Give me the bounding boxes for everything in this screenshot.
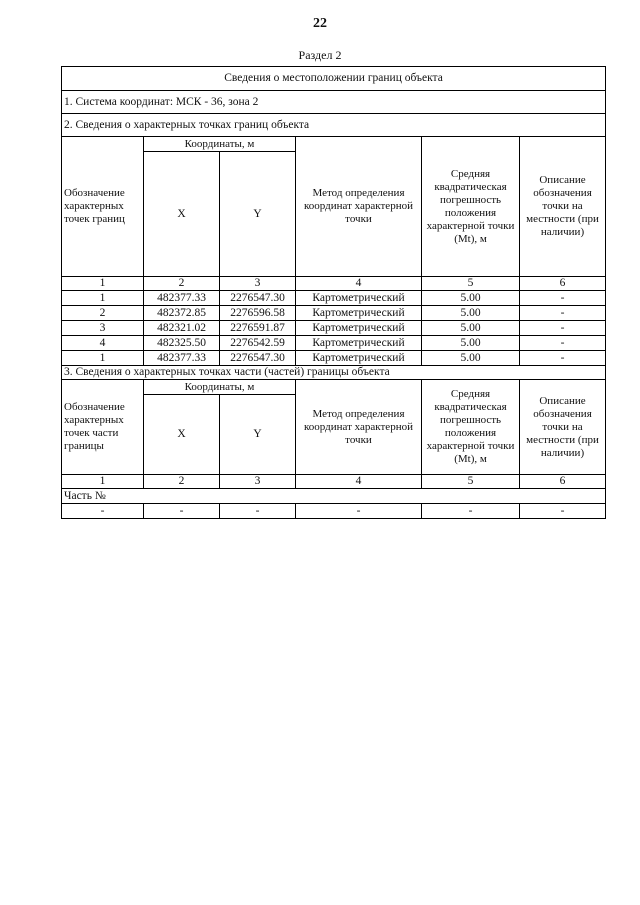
desc-cell: - <box>520 351 606 366</box>
part-col-point-header: Обозначение характерных точек части границы <box>62 380 144 475</box>
table-row <box>62 321 606 336</box>
part-col-method-header: Метод определения координат характерной точки <box>296 380 422 475</box>
x-cell: 482325.50 <box>144 336 220 351</box>
column-number: 6 <box>520 475 606 489</box>
part-column-number-row <box>62 475 606 489</box>
desc-cell: - <box>520 291 606 306</box>
column-number: 5 <box>422 277 520 291</box>
column-number: 3 <box>220 277 296 291</box>
coord-system: 1. Система координат: МСК - 36, зона 2 <box>62 91 606 114</box>
page-number: 22 <box>313 16 327 31</box>
column-number: 2 <box>144 277 220 291</box>
error-cell: 5.00 <box>422 321 520 336</box>
error-cell: 5.00 <box>422 351 520 366</box>
table-row <box>62 306 606 321</box>
table-row <box>62 291 606 306</box>
col-y-header: Y <box>220 152 296 277</box>
part-col-coords-header: Координаты, м <box>144 380 296 395</box>
method-cell: Картометрический <box>296 291 422 306</box>
col-point-header: Обозначение характерных точек границ <box>62 137 144 277</box>
part-col-x-header: X <box>144 395 220 475</box>
column-number: 4 <box>296 475 422 489</box>
method-cell: Картометрический <box>296 336 422 351</box>
column-number: 2 <box>144 475 220 489</box>
empty-cell: - <box>296 504 422 519</box>
desc-cell: - <box>520 306 606 321</box>
empty-cell: - <box>422 504 520 519</box>
section3-title: 3. Сведения о характерных точках части (частей) границы объекта <box>62 366 606 380</box>
y-cell: 2276547.30 <box>220 351 296 366</box>
x-cell: 482377.33 <box>144 351 220 366</box>
x-cell: 482377.33 <box>144 291 220 306</box>
table-row <box>62 504 606 519</box>
empty-cell: - <box>144 504 220 519</box>
point-cell: 2 <box>62 306 144 321</box>
col-x-header: X <box>144 152 220 277</box>
table-title: Сведения о местоположении границ объекта <box>62 67 606 91</box>
error-cell: 5.00 <box>422 306 520 321</box>
x-cell: 482372.85 <box>144 306 220 321</box>
point-cell: 4 <box>62 336 144 351</box>
desc-cell: - <box>520 336 606 351</box>
column-number: 5 <box>422 475 520 489</box>
method-cell: Картометрический <box>296 351 422 366</box>
point-cell: 1 <box>62 351 144 366</box>
empty-cell: - <box>520 504 606 519</box>
x-cell: 482321.02 <box>144 321 220 336</box>
y-cell: 2276547.30 <box>220 291 296 306</box>
y-cell: 2276596.58 <box>220 306 296 321</box>
y-cell: 2276542.59 <box>220 336 296 351</box>
part-label: Часть № <box>62 489 606 504</box>
table-row <box>62 336 606 351</box>
col-method-header: Метод определения координат характерной точки <box>296 137 422 277</box>
col-desc-header: Описание обозначения точки на местности (при наличии) <box>520 137 606 277</box>
col-error-header: Средняя квадратическая погрешность положения характерной точки (Mt), м <box>422 137 520 277</box>
method-cell: Картометрический <box>296 306 422 321</box>
part-col-y-header: Y <box>220 395 296 475</box>
column-number: 1 <box>62 277 144 291</box>
column-number-row <box>62 277 606 291</box>
method-cell: Картометрический <box>296 321 422 336</box>
y-cell: 2276591.87 <box>220 321 296 336</box>
section-title: Раздел 2 <box>298 48 342 62</box>
part-col-error-header: Средняя квадратическая погрешность положения характерной точки (Mt), м <box>422 380 520 475</box>
table-row <box>62 351 606 366</box>
empty-cell: - <box>220 504 296 519</box>
part-col-desc-header: Описание обозначения точки на местности (при наличии) <box>520 380 606 475</box>
desc-cell: - <box>520 321 606 336</box>
column-number: 4 <box>296 277 422 291</box>
section2-title: 2. Сведения о характерных точках границ объекта <box>62 114 606 137</box>
error-cell: 5.00 <box>422 291 520 306</box>
point-cell: 1 <box>62 291 144 306</box>
error-cell: 5.00 <box>422 336 520 351</box>
point-cell: 3 <box>62 321 144 336</box>
boundary-table <box>61 66 606 519</box>
column-number: 1 <box>62 475 144 489</box>
column-number: 6 <box>520 277 606 291</box>
empty-cell: - <box>62 504 144 519</box>
col-coords-header: Координаты, м <box>144 137 296 152</box>
column-number: 3 <box>220 475 296 489</box>
